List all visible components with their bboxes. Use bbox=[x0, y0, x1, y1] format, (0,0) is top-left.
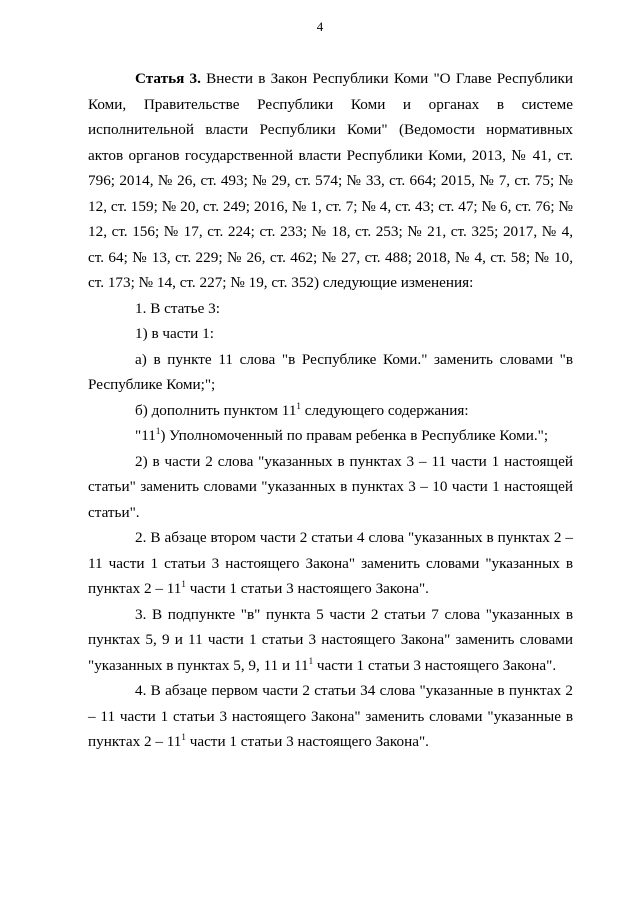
item-2: 2. В абзаце втором части 2 статьи 4 слова "указанных в пунктах 2 – 11 части 1 статьи 3 настоящего Закона" заменить словами "указанных в пунктах $2 - 11^1$ части 1 статьи 3 настоящего Закона". bbox=[88, 529, 573, 597]
item-1-subitem-a: а) в пункте 11 слова "в Республике Коми." заменить словами "в Республике Коми;"; bbox=[88, 350, 573, 393]
item-1: 1. В статье 3: bbox=[135, 299, 220, 317]
item-1-subitem-1: 1) в части 1: bbox=[135, 325, 214, 342]
item-1-quoted-point: "$11^1$) Уполномоченный по правам ребенка в Республике Коми."; bbox=[135, 425, 549, 444]
article-paragraph bbox=[88, 66, 573, 296]
item-1-subitem-2: 2) в части 2 слова "указанных в пунктах 3 – 11 части 1 настоящей статьи" заменить словами "указанных в пунктах 3 – 10 части 1 настоящей статьи". bbox=[88, 452, 573, 521]
item-3: 3. В подпункте "в" пункта 5 части 2 статьи 7 слова "указанных в пунктах 5, 9 и 11 части 1 статьи 3 настоящего Закона" заменить словами "указанных в пунктах 5, 9, 11 и $11^1$ части 1 статьи 3 настоящего Закона". bbox=[88, 605, 573, 674]
item-1-subitem-b: б) дополнить пунктом $11^1$ следующего содержания: bbox=[135, 400, 469, 419]
article-text: Внести в Закон Республики Коми "О Главе Республики Коми, Правительстве Республики Коми и органах в системе исполнительной власти Республики Коми" (Ведомости нормативных актов органов государственной власти Республики Коми, 2013, № 41, ст. 796; 2014, № 26, ст. 493; № 29, ст. 574; № 33, ст. 664; 2015, № 7, ст. 75; № 12, ст. 159; № 20, ст. 249; 2016, № 1, ст. 7; № 4, ст. 43; ст. 47; № 6, ст. 76; № 12, ст. 156; № 17, ст. 224; ст. 233; № 18, ст. 253; № 21, ст. 325; 2017, № 4, ст. 64; № 13, ст. 229; № 26, ст. 462; № 27, ст. 488; 2018, № 4, ст. 58; № 10, ст. 173; № 14, ст. 227; № 19, ст. 352) следующие изменения: bbox=[88, 70, 573, 291]
item-4: 4. В абзаце первом части 2 статьи 34 слова "указанные в пунктах 2 – 11 части 1 статьи 3 настоящего Закона" заменить словами "указанные в пунктах $2 - 11^1$ части 1 статьи 3 настоящего Закона". bbox=[88, 682, 573, 750]
page-number: 4 bbox=[316, 19, 324, 34]
document-body bbox=[88, 66, 573, 755]
article-label: Статья 3. bbox=[135, 70, 201, 87]
